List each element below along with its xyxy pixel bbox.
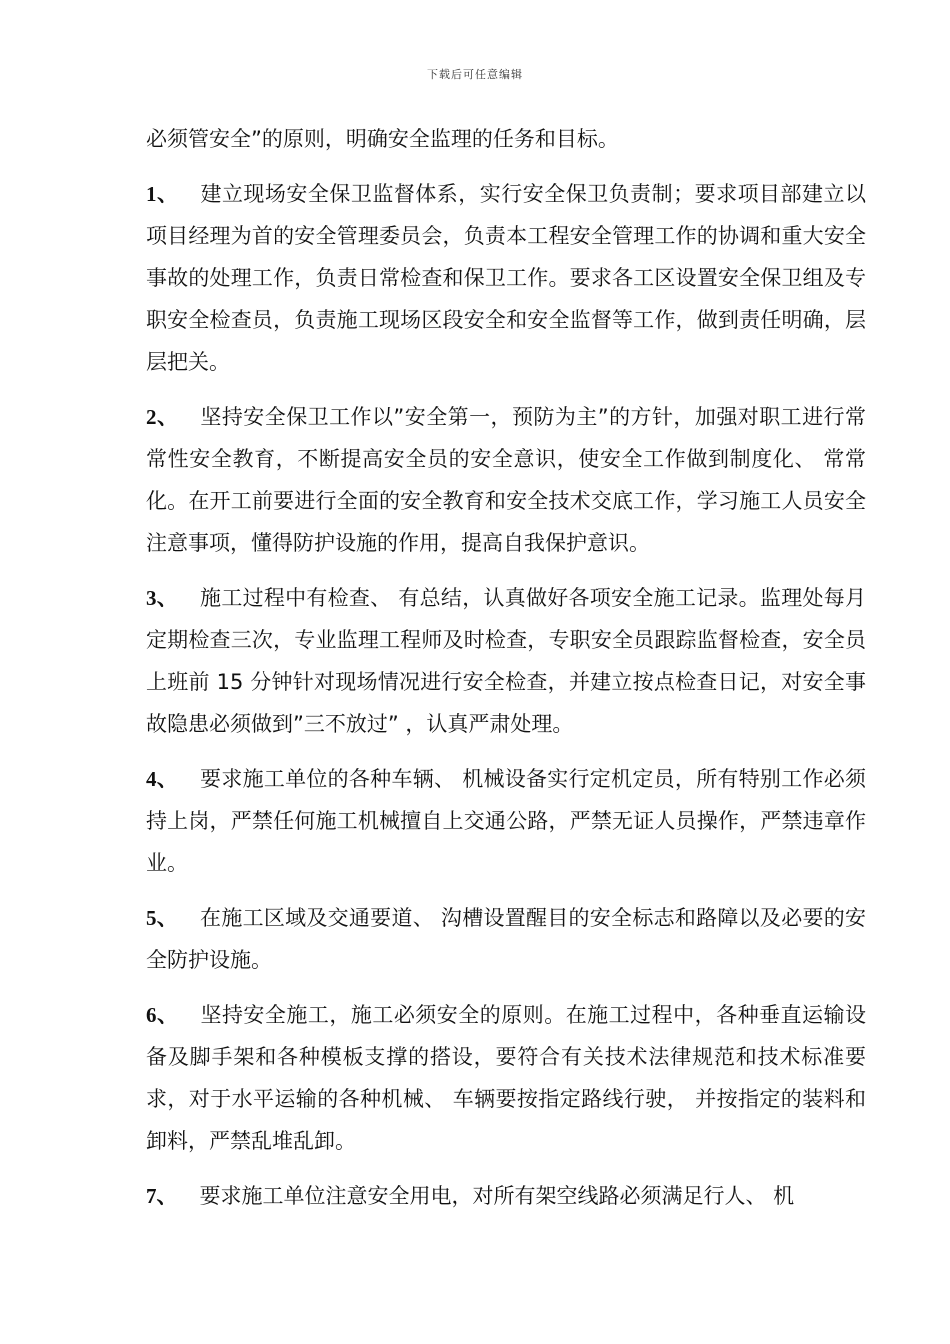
list-item	[146, 396, 866, 564]
list-item	[146, 173, 866, 383]
item-number: 7、	[146, 1184, 178, 1208]
document-body	[146, 118, 866, 1230]
list-item	[146, 758, 866, 884]
list-item	[146, 897, 866, 981]
list-item	[146, 1175, 866, 1217]
item-text: 坚持安全保卫工作以”安全第一，预防为主”的方针，加强对职工进行常常性安全教育，不断提高安全员的安全意识，使安全工作做到制度化、 常常化。在开工前要进行全面的安全教育和安全技术交底工作，学习施工人员安全注意事项，懂得防护设施的作用，提高自我保护意识。	[146, 405, 867, 555]
list-item	[146, 577, 866, 745]
item-text: 要求施工单位的各种车辆、 机械设备实行定机定员，所有特别工作必须持上岗，严禁任何施工机械擅自上交通公路，严禁无证人员操作，严禁违章作业。	[146, 767, 866, 875]
item-text: 要求施工单位注意安全用电，对所有架空线路必须满足行人、 机	[199, 1184, 795, 1208]
list-item	[146, 994, 866, 1162]
item-number: 5、	[146, 906, 179, 930]
item-text: 坚持安全施工，施工必须安全的原则。在施工过程中，各种垂直运输设备及脚手架和各种模板支撑的搭设，要符合有关技术法律规范和技术标准要求，对于水平运输的各种机械、 车辆要按指定路线行驶， 并按指定的装料和卸料，严禁乱堆乱卸。	[146, 1003, 866, 1153]
item-number: 3、	[146, 586, 179, 610]
item-number: 4、	[146, 767, 179, 791]
item-text: 建立现场安全保卫监督体系，实行安全保卫负责制；要求项目部建立以项目经理为首的安全管理委员会，负责本工程安全管理工作的协调和重大安全事故的处理工作，负责日常检查和保卫工作。要求各工区设置安全保卫组及专职安全检查员，负责施工现场区段安全和安全监督等工作，做到责任明确，层层把关。	[146, 182, 866, 374]
item-number: 2、	[146, 405, 179, 429]
item-text: 在施工区域及交通要道、 沟槽设置醒目的安全标志和路障以及必要的安全防护设施。	[146, 906, 866, 972]
item-number: 1、	[146, 182, 179, 206]
item-number: 6、	[146, 1003, 179, 1027]
item-text: 施工过程中有检查、 有总结，认真做好各项安全施工记录。监理处每月定期检查三次，专业监理工程师及时检查，专职安全员跟踪监督检查，安全员上班前 15 分钟针对现场情况进行安全检查，并建立按点检查日记，对安全事故隐患必须做到”三不放过” ，认真严肃处理。	[146, 586, 866, 736]
page-header: 下载后可任意编辑	[427, 68, 523, 81]
intro-paragraph: 必须管安全”的原则，明确安全监理的任务和目标。	[146, 127, 619, 151]
